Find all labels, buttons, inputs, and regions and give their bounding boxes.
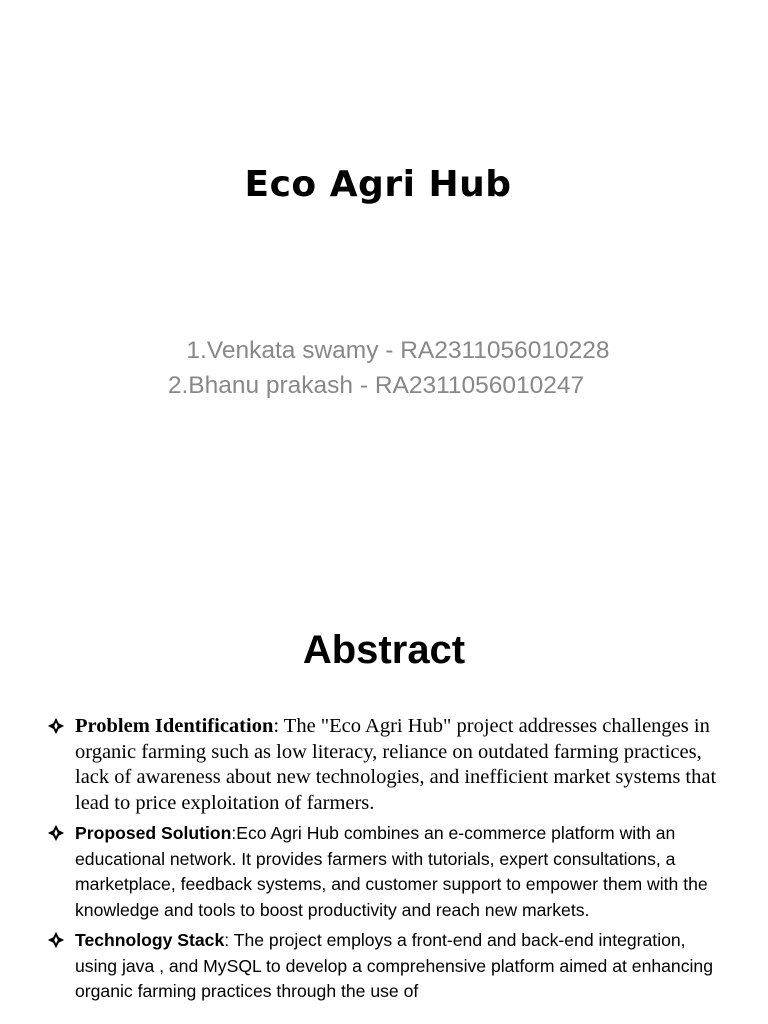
bullet-label: Proposed Solution <box>75 823 232 843</box>
bullet-text: :Eco Agri Hub combines an e-commerce platform with an educational network. It provides farmers with tutorials, expert consultations, a marketplace, feedback systems, and customer support to empower them with the knowledge and tools to boost productivity and reach new markets. <box>75 823 708 920</box>
bullet-text: : The "Eco Agri Hub" project addresses challenges in organic farming such as low literacy, reliance on outdated farming practices, lack of awareness about new technologies, and inefficient market systems that lead to price exploitation of farmers. <box>75 715 717 814</box>
diamond-bullet-icon <box>47 931 65 949</box>
author-line: 1.Venkata swamy - RA2311056010228 <box>186 337 610 364</box>
list-item <box>46 928 726 1005</box>
author-list <box>0 333 768 403</box>
diamond-bullet-icon <box>47 824 65 842</box>
abstract-slide <box>0 576 768 1024</box>
list-item <box>46 714 726 816</box>
diamond-bullet-icon <box>47 717 65 735</box>
presentation-title: Eco Agri Hub <box>244 164 512 205</box>
list-item <box>46 821 726 923</box>
bullet-text: : The project employs a front-end and back-end integration, using java , and MySQL to develop a comprehensive platform aimed at enhancing organic farming practices through the use of <box>75 930 713 1001</box>
bullet-label: Technology Stack <box>75 930 225 950</box>
author-line: 2.Bhanu prakash - RA2311056010247 <box>167 372 585 399</box>
abstract-heading: Abstract <box>302 628 466 672</box>
abstract-bullet-list <box>46 714 726 1010</box>
bullet-label: Problem Identification <box>75 715 274 737</box>
